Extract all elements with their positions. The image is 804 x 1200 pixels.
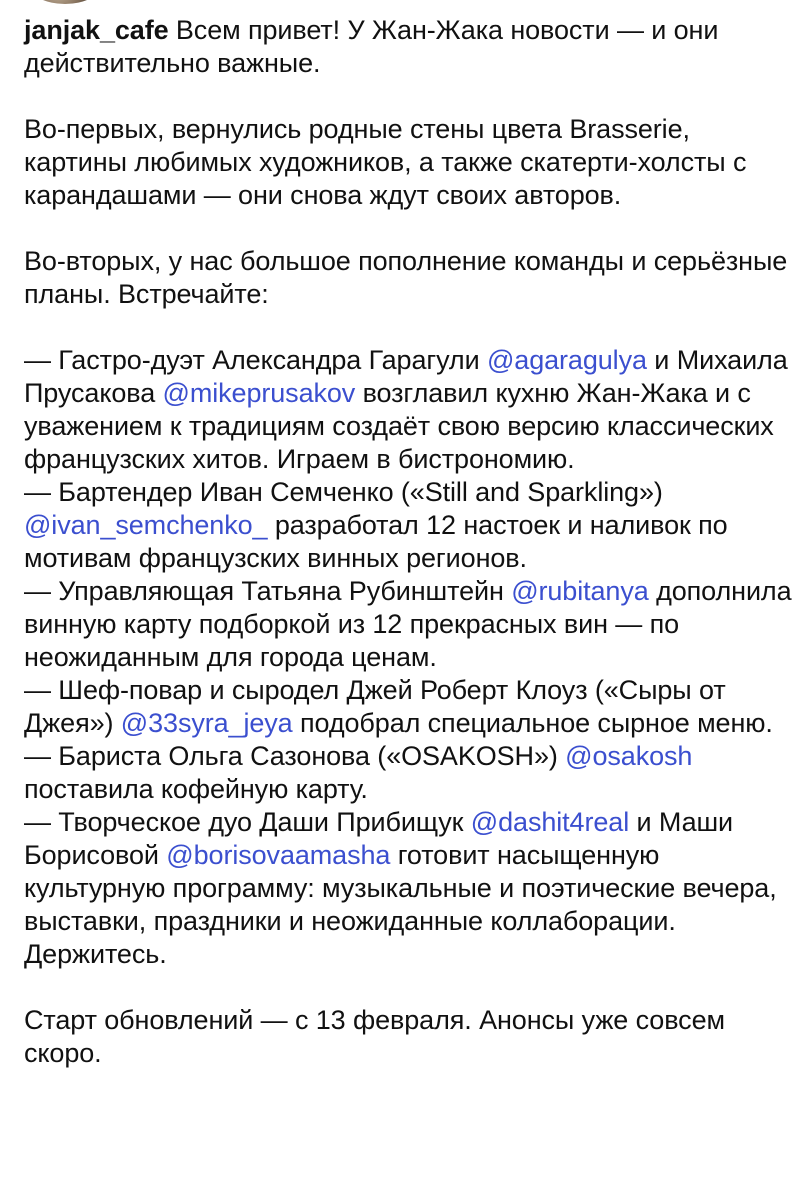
team-item-text: возглавил кухню Жан-Жака и с уважением к традициям создаёт свою версию классических французских хитов. Играем в бистрономию. [24,378,774,474]
team-item-creative-duo [24,806,794,971]
team-item-text: — Управляющая Татьяна Рубинштейн [24,576,512,606]
intro-paragraph [24,14,794,80]
mention-link-dashit4real[interactable]: @dashit4real [470,807,630,837]
mention-link-borisovaamasha[interactable]: @borisovaamasha [166,840,391,870]
team-item-text: готовит насыщенную культурную программу: музыкальные и поэтические вечера, выставки, праздники и неожиданные коллаборации. Держитесь. [24,840,777,969]
mention-link-osakosh[interactable]: @osakosh [565,741,693,771]
team-item-text: — Бариста Ольга Сазонова («OSAKOSH») [24,741,566,771]
username-link[interactable]: janjak_cafe [24,15,169,45]
team-item-text: подобрал специальное сырное меню. [292,708,773,738]
post-caption [24,14,794,1103]
team-item-barista [24,740,794,806]
team-list [24,344,794,971]
team-item-text: — Бартендер Иван Семченко («Still and Sparkling») [24,477,663,507]
previous-comment-strip [0,0,804,10]
mention-link-mikeprusakov[interactable]: @mikeprusakov [162,378,356,408]
team-item-text: — Гастро-дуэт Александра Гарагули [24,345,487,375]
avatar[interactable] [30,0,100,4]
mention-link-ivan-semchenko[interactable]: @ivan_semchenko_ [24,510,268,540]
paragraph-second: Во-вторых, у нас большое пополнение команды и серьёзные планы. Встречайте: [24,246,788,309]
team-item-cheesemaker [24,674,794,740]
team-item-text: поставила кофейную карту. [24,774,368,804]
intro-text: Всем привет! У Жан-Жака новости — и они действительно важные. [24,15,719,78]
team-item-chefs [24,344,794,476]
team-item-text: и Михаила Прусакова [24,345,788,408]
team-item-bartender [24,476,794,575]
team-item-text: разработал 12 настоек и наливок по мотивам французских винных регионов. [24,510,728,573]
team-item-text: — Творческое дуо Даши Прибищук [24,807,471,837]
team-item-text: дополнила винную карту подборкой из 12 прекрасных вин — по неожиданным для города ценам. [24,576,792,672]
paragraph-final: Старт обновлений — с 13 февраля. Анонсы уже совсем скоро. [24,1005,725,1068]
paragraph-first: Во-первых, вернулись родные стены цвета Brasserie, картины любимых художников, а также скатерти-холсты с карандашами — они снова ждут своих авторов. [24,114,747,210]
mention-link-rubitanya[interactable]: @rubitanya [511,576,649,606]
team-item-manager [24,575,794,674]
mention-link-33syra-jeya[interactable]: @33syra_jeya [120,708,293,738]
mention-link-agaragulya[interactable]: @agaragulya [486,345,647,375]
team-item-text: и Маши Борисовой [24,807,734,870]
team-item-text: — Шеф-повар и сыродел Джей Роберт Клоуз («Сыры от Джея») [24,675,726,738]
